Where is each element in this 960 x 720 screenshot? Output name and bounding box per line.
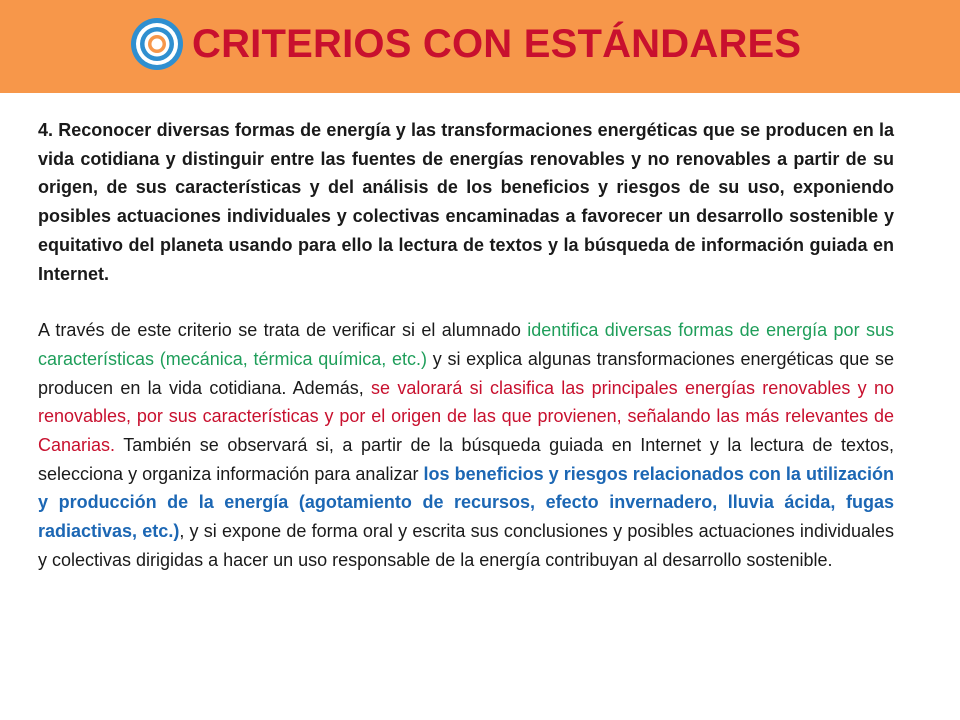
highlight-red-text: se valorará si clasifica las principales energías renovables y no renovables, por sus características y por el origen de las que provienen, señalando las más relevantes de Canarias. — [38, 377, 894, 456]
main-content — [38, 116, 894, 575]
highlight-green-text: identifica diversas formas de energía por sus características (mecánica, térmica química, etc.) — [38, 320, 894, 369]
concentric-circles-icon — [130, 17, 184, 71]
page-title: CRITERIOS CON ESTÁNDARES — [192, 22, 802, 66]
explanation-paragraph — [38, 316, 894, 574]
explanation-text-2: y si explica algunas transformaciones energéticas que se producen en la vida cotidiana. Además, — [38, 348, 894, 398]
header-banner — [0, 0, 960, 93]
highlight-blue-text: los beneficios y riesgos relacionados con la utilización y producción de la energía (agotamiento de recursos, efecto invernadero, lluvia ácida, fugas radiactivas, etc.) — [38, 463, 894, 542]
criterion-paragraph: 4. Reconocer diversas formas de energía y las transformaciones energéticas que se producen en la vida cotidiana y distinguir entre las fuentes de energías renovables y no renovables a partir de su origen, de sus características y del análisis de los beneficios y riesgos de su uso, exponiendo posibles actuaciones individuales y colectivas encaminadas a favorecer un desarrollo sostenible y equitativo del planeta usando para ello la lectura de textos y la búsqueda de información guiada en Internet. — [38, 120, 894, 284]
explanation-text-1: A través de este criterio se trata de verificar si el alumnado — [38, 320, 528, 341]
explanation-text-3: También se observará si, a partir de la búsqueda guiada en Internet y la lectura de textos, selecciona y organiza información para analizar — [38, 435, 894, 484]
explanation-text-4: , y si expone de forma oral y escrita sus conclusiones y posibles actuaciones individuales y colectivas dirigidas a hacer un uso responsable de la energía contribuyan al desarrollo sostenible. — [38, 521, 894, 570]
